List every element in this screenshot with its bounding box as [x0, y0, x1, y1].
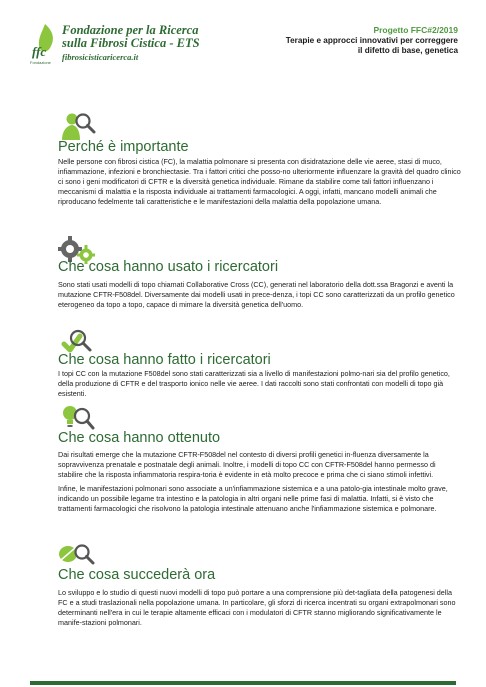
project-title-line-1: Terapie e approcci innovativi per correggere [285, 36, 458, 45]
magnifier-lightbulb-icon [58, 403, 96, 433]
section-paragraph: Dai risultati emerge che la mutazione CFTR-F508del nel contesto di diversi profili genetici in-fluenza diversamente la sopravvivenza prenatale e postnatale degli animali. Inoltre, i modelli di topo CC con CFTR-F508del hanno permesso di stabilire che la risposta infiammatoria respira-toria è evidente in età molto precoce e prima che ci siano stimoli infettivi. [58, 450, 436, 479]
section-paragraph: Infine, le manifestazioni polmonari sono associate a un'infiammazione sistemica e a una patolo-gia intestinale molto grave, indicando un possibile legame tra intestino e la patologia in altri organi nelle prime fasi di malattia. Infatti, si è visto che trattamenti farmacologici che risolvono la patologia intestinale attenuano anche l'infiammazione sistemica e polmonare. [58, 484, 448, 513]
section-title: Che cosa hanno fatto i ricercatori [58, 352, 271, 368]
section-body [58, 157, 462, 207]
section-body [58, 450, 462, 514]
organization-name [62, 24, 200, 63]
pills-magnifier-icon [58, 540, 96, 570]
project-info [286, 24, 458, 56]
page-header [0, 0, 486, 90]
footer-bar [30, 681, 456, 685]
logo-subtext: Fondazione [30, 60, 51, 65]
project-code: Progetto FFC#2/2019 [373, 25, 458, 35]
section-paragraph: Nelle persone con fibrosi cistica (FC), la malattia polmonare si presenta con disidratazione delle vie aeree, stasi di muco, infiammazione, infezioni e bronchiectasie. Tra i fattori critici che posso-no ulteriormente influenzare la gravità del quadro clinico ci sono i geni modificatori di CFTR e la diversità genetica individuale. Rimane da stabilire come tali fattori influenzano i meccanismi di malattia e la risposta individuale ai trattamenti farmacologici. A oggi, infatti, mancano modelli animali che riproducano fedelmente tali caratteristiche e le manifestazioni della malattia della popolazione umana. [58, 157, 461, 206]
magnifier-search-icon [58, 110, 96, 140]
section-title: Perché è importante [58, 139, 189, 155]
section-title: Che cosa succederà ora [58, 567, 216, 583]
org-website[interactable]: fibrosicisticaricerca.it [62, 52, 139, 62]
section-body [58, 369, 462, 399]
org-name-line-1: Fondazione per la Ricerca [62, 23, 199, 37]
section-paragraph: Lo sviluppo e lo studio di questi nuovi modelli di topo può portare a una comprensione più det-tagliata della patogenesi della FC e a studi traslazionali nella popolazione umana. In particolare, gli sforzi di ricerca incentrati su organi extrapolmonari sono determinanti nell'era in cui le terapie altamente efficaci con i modulatori di CFTR stanno migliorando significativamente le manife-stazioni polmonari. [58, 588, 456, 627]
section-paragraph: I topi CC con la mutazione F508del sono stati caratterizzati sia a livello di manifestazioni polmo-nari sia del profilo genetico, della produzione di CFTR e del trasporto ionico nelle vie aeree. I dati raccolti sono stati confrontati con modelli di topo già esistenti. [58, 369, 450, 398]
project-title-line-2: il difetto di base, genetica [357, 46, 458, 55]
logo-text: ffc [32, 44, 47, 59]
org-name-line-2: sulla Fibrosi Cistica - ETS [62, 36, 200, 50]
foundation-logo [30, 22, 60, 66]
section-title: Che cosa hanno ottenuto [58, 430, 221, 446]
section-title: Che cosa hanno usato i ricercatori [58, 259, 279, 275]
section-body [58, 280, 462, 310]
section-paragraph: Sono stati usati modelli di topo chiamati Collaborative Cross (CC), generati nel laboratorio della dott.ssa Bragonzi e aventi la mutazione CFTR-F508del. Diversamente dai modelli usati in prece-denza, i topi CC sono caratterizzati da un profilo genetico eterogeneo da topo a topo, capace di mimare la diversità genetica dell'uomo. [58, 280, 455, 309]
section-body [58, 588, 462, 628]
